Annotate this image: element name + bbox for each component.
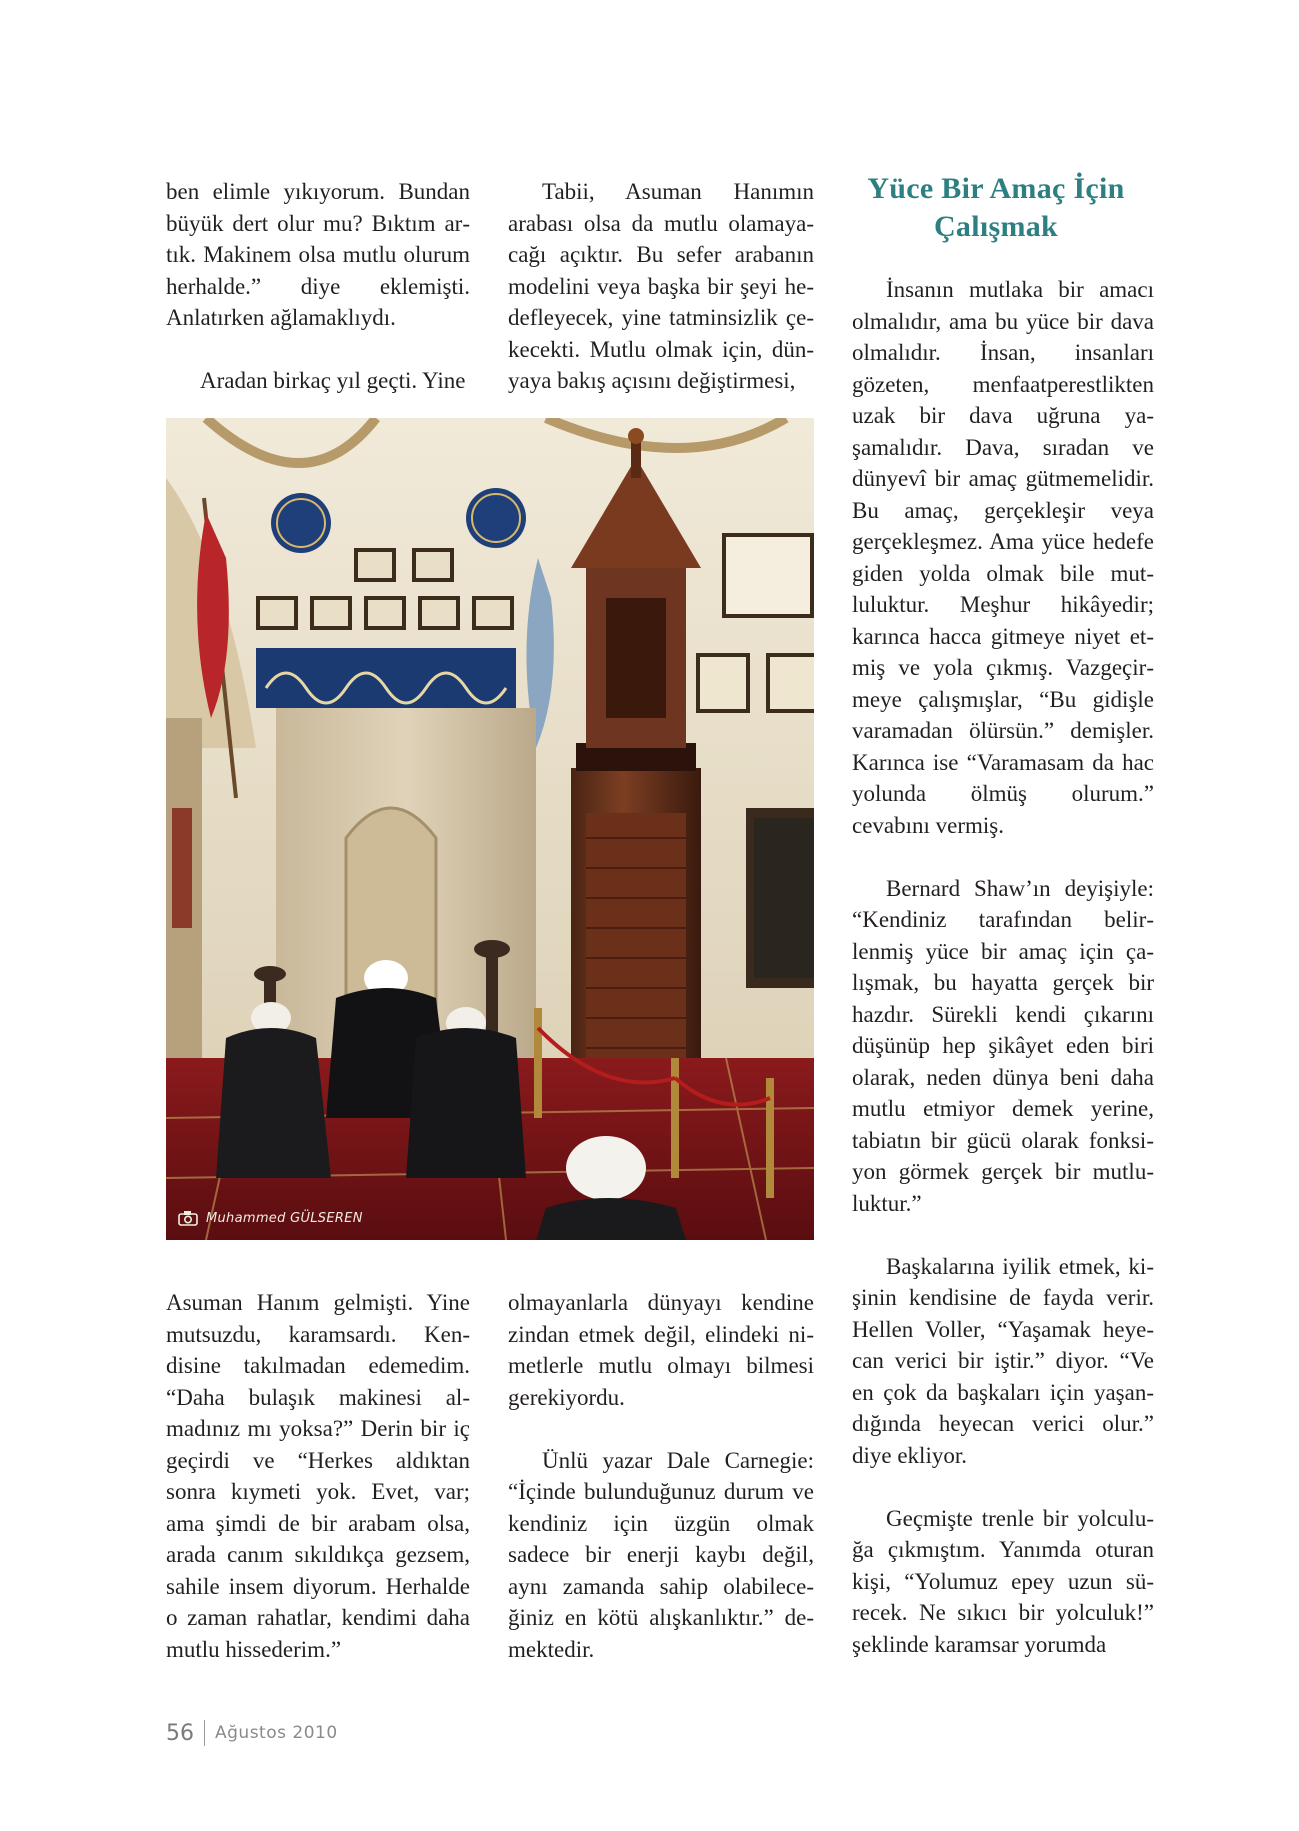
paragraph: Başkalarına iyilik etmek, kişinin kendisine de fayda verir. Hellen Voller, “Yaşamak heyecan verici bir iştir.” diyor. “Ve en çok da başkaları için yaşandığında heyecan verici olur.” diye ekliyor. (852, 1253, 1154, 1468)
page-footer (166, 1720, 338, 1746)
photo-credit (178, 1210, 363, 1226)
mosque-interior-photo (166, 418, 814, 1240)
camera-icon (178, 1210, 198, 1226)
footer-divider (204, 1720, 205, 1746)
paragraph: Geçmişte trenle bir yolculuğa çıkmıştım. Yanımda oturan kişi, “Yolumuz epey uzun sürecek. Ne sıkıcı bir yolculuk!” şeklinde karamsar yorumda (852, 1505, 1154, 1657)
column-1-bottom (166, 1287, 470, 1665)
issue-date: Ağustos 2010 (215, 1723, 338, 1743)
page-number: 56 (166, 1720, 194, 1746)
paragraph: Bernard Shaw’ın deyişiyle: “Kendiniz tarafından belirlenmiş yüce bir amaç için çalışmak, bu hayatta gerçek bir hazdır. Sürekli kendi çıkarını düşünüp hep şikâyet eden biri olarak, neden dünya beni daha mutlu etmiyor demek yerine, tabiatın bir gücü olarak fonksiyon görmek gerçek bir mutluluktur.” (852, 875, 1154, 1216)
photo-credit-text: Muhammed GÜLSEREN (206, 1210, 363, 1226)
column-3 (852, 274, 1154, 1660)
paragraph: İnsanın mutlaka bir amacı olmalıdır, ama bu yüce bir dava olmalıdır. İnsan, insanları gözeten, menfaatperestlikten uzak bir dava uğruna yaşamalıdır. Dava, sıradan ve dünyevî bir amaç gütmemelidir. Bu amaç, gerçekleşir veya gerçekleşmez. Ama yüce hedefe giden yolda olmak bile mutluluktur. Meşhur hikâyedir; karınca hacca gitmeye niyet etmiş ve yola çıkmış. Vazgeçirmeye çalışmışlar, “Bu gidişle varamadan ölürsün.” demişler. Karınca ise “Varamasam da hac yolunda ölmüş olurum.” cevabını vermiş. (852, 277, 1154, 838)
column-1-top (166, 176, 470, 397)
paragraph: ben elimle yıkıyorum. Bundan büyük dert olur mu? Bıktım artık. Makinem olsa mutlu olurum herhalde.” diye eklemişti. Anlatırken ağlamaklıydı. (166, 179, 470, 330)
paragraph: Ünlü yazar Dale Carnegie: “İçinde bulunduğunuz durum ve kendiniz için üzgün olmak sadece bir enerji kaybı değil, aynı zamanda sahip olabileceğiniz en kötü alışkanlıktır.” demektedir. (508, 1447, 814, 1662)
section-heading: Yüce Bir Amaç İçin Çalışmak (867, 172, 1125, 243)
column-2-top (508, 176, 814, 397)
paragraph: Tabii, Asuman Hanımın arabası olsa da mutlu olamayacağı açıktır. Bu sefer arabanın modelini veya başka bir şeyi hedefleyecek, yine tatminsizlik çekecekti. Mutlu olmak için, dünyaya bakış açısını değiştirmesi, (508, 179, 814, 393)
paragraph: Asuman Hanım gelmişti. Yine mutsuzdu, karamsardı. Kendisine takılmadan edemedim. “Daha bulaşık makinesi almadınız mı yoksa?” Derin bir iç geçirdi ve “Herkes aldıktan sonra kıymeti yok. Evet, var; ama şimdi de bir arabam olsa, arada canım sıkıldıkça gezsem, sahile insem diyorum. Herhalde o zaman rahatlar, kendimi daha mutlu hissederim.” (166, 1290, 470, 1662)
photo-illustration (166, 418, 814, 1240)
column-2-bottom (508, 1287, 814, 1665)
paragraph: olmayanlarla dünyayı kendine zindan etmek değil, elindeki nimetlerle mutlu olmayı bilmesi gerekiyordu. (508, 1290, 814, 1410)
paragraph: Aradan birkaç yıl geçti. Yine (200, 368, 466, 393)
